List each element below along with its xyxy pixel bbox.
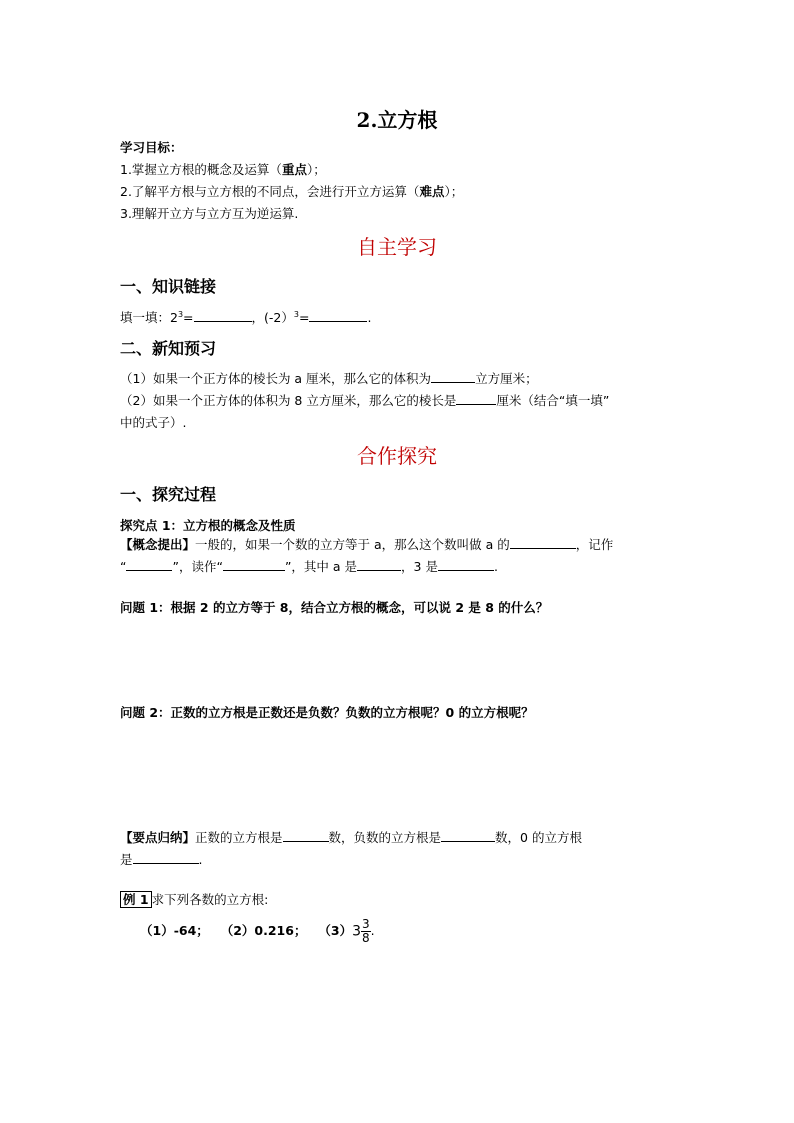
concept-label: 【概念提出】 <box>120 537 196 552</box>
fill-blank-2[interactable] <box>309 308 367 322</box>
summary-text-c: 数，0 的立方根 <box>495 830 582 845</box>
concept-blank-4[interactable] <box>357 557 401 571</box>
concept-blank-3[interactable] <box>223 557 285 571</box>
summary-line-1 <box>120 828 582 846</box>
objective-3: 3.理解开立方与立方互为逆运算. <box>120 206 299 221</box>
fill-end: . <box>367 310 372 325</box>
concept-text-c: “ <box>120 559 127 574</box>
fraction-denominator: 8 <box>362 931 370 945</box>
objective-2 <box>120 182 463 200</box>
concept-line-2 <box>120 557 498 575</box>
summary-text-d: 是 <box>120 852 133 867</box>
objective-1-key: 重点 <box>281 162 307 177</box>
fill-separator: ，(-2） <box>251 310 294 325</box>
concept-text-f: ，3 是 <box>401 559 438 574</box>
fill-exponent-1: 3 <box>177 309 184 319</box>
objective-1 <box>120 160 326 178</box>
objectives-heading: 学习目标： <box>120 140 183 155</box>
summary-label: 【要点归纳】 <box>120 830 196 845</box>
summary-blank-1[interactable] <box>283 828 329 842</box>
summary-blank-3[interactable] <box>133 850 199 864</box>
question-2: 问题 2：正数的立方根是正数还是负数？负数的立方根呢？0 的立方根呢？ <box>120 705 534 720</box>
explore-point-1: 探究点 1：立方根的概念及性质 <box>120 518 296 533</box>
concept-text-g: . <box>493 559 498 574</box>
concept-blank-1[interactable] <box>510 535 576 549</box>
concept-line-1 <box>120 535 613 553</box>
preview-q1-unit: 立方厘米； <box>475 371 538 386</box>
preview-question-2-cont: 中的式子）. <box>120 415 187 430</box>
summary-line-2 <box>120 850 203 868</box>
page-title: 2.立方根 <box>356 108 438 132</box>
concept-text-d: ”，读作“ <box>172 559 223 574</box>
preview-q2-unit: 厘米（结合“填一填” <box>496 393 610 408</box>
example-1-label: 例 1 <box>120 891 152 908</box>
summary-text-b: 数，负数的立方根是 <box>328 830 442 845</box>
fill-in-line <box>120 308 371 326</box>
preview-q2-blank[interactable] <box>456 391 496 405</box>
summary-text-a: 正数的立方根是 <box>195 830 283 845</box>
fill-prefix: 填一填：2 <box>120 310 178 325</box>
summary-text-e: . <box>198 852 203 867</box>
preview-question-1 <box>120 369 538 387</box>
objective-1-end: ）； <box>306 162 326 177</box>
explore-heading: 一、探究过程 <box>120 485 217 504</box>
objective-2-key: 难点 <box>419 184 445 199</box>
preview-q1-text: （1）如果一个正方体的棱长为 a 厘米，那么它的体积为 <box>120 371 432 386</box>
preview-heading: 二、新知预习 <box>120 339 217 358</box>
preview-q2-text: （2）如果一个正方体的体积为 8 立方厘米，那么它的棱长是 <box>120 393 457 408</box>
concept-text-b: ，记作 <box>575 537 614 552</box>
example-1-item-1: （1）-64； <box>140 923 209 938</box>
concept-blank-2[interactable] <box>126 557 172 571</box>
section-cooperative: 合作探究 <box>357 444 437 468</box>
example-1-item-3-end: . <box>370 923 375 938</box>
example-1-item-3-label: （3） <box>318 923 353 938</box>
knowledge-link-heading: 一、知识链接 <box>120 277 217 296</box>
example-1 <box>120 890 268 908</box>
section-self-study: 自主学习 <box>357 235 437 259</box>
fill-exponent-2: 3 <box>293 309 299 319</box>
fill-equals-2: = <box>298 310 310 325</box>
concept-text-e: ”，其中 a 是 <box>284 559 358 574</box>
mixed-number-fraction <box>361 918 371 945</box>
fill-equals-1: = <box>183 310 194 325</box>
example-1-items <box>140 918 375 945</box>
objective-2-text: 2.了解平方根与立方根的不同点，会进行开立方运算（ <box>120 184 420 199</box>
fill-blank-1[interactable] <box>194 308 252 322</box>
objective-1-text: 1.掌握立方根的概念及运算（ <box>120 162 282 177</box>
preview-question-2 <box>120 391 609 409</box>
concept-text-a: 一般的，如果一个数的立方等于 a，那么这个数叫做 a 的 <box>195 537 510 552</box>
objective-2-end: ）； <box>444 184 464 199</box>
summary-blank-2[interactable] <box>441 828 495 842</box>
preview-q1-blank[interactable] <box>431 369 475 383</box>
fraction-numerator: 3 <box>362 917 370 931</box>
concept-blank-5[interactable] <box>438 557 494 571</box>
mixed-number-whole: 3 <box>352 923 361 940</box>
example-1-item-2: （2）0.216； <box>220 923 307 938</box>
question-1: 问题 1：根据 2 的立方等于 8，结合立方根的概念，可以说 2 是 8 的什么？ <box>120 600 549 615</box>
example-1-text: 求下列各数的立方根: <box>151 892 269 907</box>
